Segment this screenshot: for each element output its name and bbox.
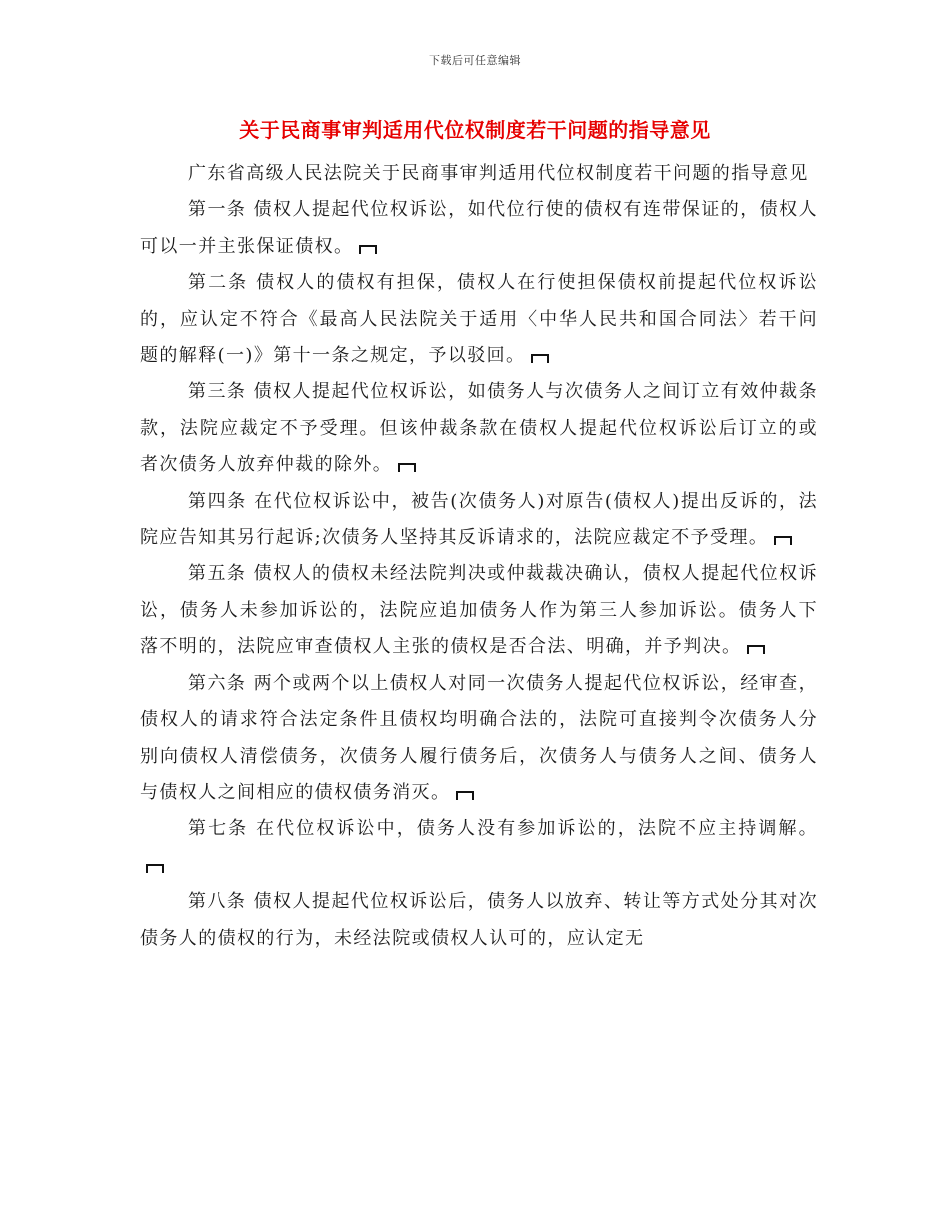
paragraph-end-mark-icon — [531, 354, 549, 363]
article-6 — [140, 666, 818, 812]
download-note: 下载后可任意编辑 — [429, 54, 521, 67]
paragraph-end-mark-icon — [747, 645, 765, 654]
article-1 — [140, 192, 818, 265]
article-1-text: 第一条 债权人提起代位权诉讼，如代位行使的债权有连带保证的，债权人可以一并主张保证债权。 — [140, 199, 818, 257]
article-8-text: 第八条 债权人提起代位权诉讼后，债务人以放弃、转让等方式处分其对次债务人的债权的行为，未经法院或债权人认可的，应认定无 — [140, 891, 818, 949]
article-6-text: 第六条 两个或两个以上债权人对同一次债务人提起代位权诉讼，经审查，债权人的请求符合法定条件且债权均明确合法的，法院可直接判令次债务人分别向债权人清偿债务，次债务人履行债务后，次债务人与债务人之间、债务人与债权人之间相应的债权债务消灭。 — [140, 672, 818, 803]
article-7-text: 第七条 在代位权诉讼中，债务人没有参加诉讼的，法院不应主持调解。 — [188, 818, 818, 840]
paragraph-end-mark-icon — [774, 536, 792, 545]
intro-text: 广东省高级人民法院关于民商事审判适用代位权制度若干问题的指导意见 — [188, 163, 809, 184]
article-3-text: 第三条 债权人提起代位权诉讼，如债务人与次债务人之间订立有效仲裁条款，法院应裁定不予受理。但该仲裁条款在债权人提起代位权诉讼后订立的或者次债务人放弃仲裁的除外。 — [140, 381, 818, 476]
article-7 — [140, 811, 818, 884]
article-5-text: 第五条 债权人的债权未经法院判决或仲裁裁决确认，债权人提起代位权诉讼，债务人未参加诉讼的，法院应追加债务人作为第三人参加诉讼。债务人下落不明的，法院应审查债权人主张的债权是否合法、明确，并予判决。 — [140, 563, 818, 658]
article-4-text: 第四条 在代位权诉讼中，被告(次债务人)对原告(债权人)提出反诉的，法院应告知其另行起诉;次债务人坚持其反诉请求的，法院应裁定不予受理。 — [140, 490, 818, 549]
document-body — [140, 156, 818, 957]
article-4 — [140, 484, 818, 557]
article-5 — [140, 556, 818, 665]
article-2 — [140, 265, 818, 374]
article-8 — [140, 884, 818, 957]
paragraph-end-mark-icon — [456, 791, 474, 800]
article-2-text: 第二条 债权人的债权有担保，债权人在行使担保债权前提起代位权诉讼的，应认定不符合《最高人民法院关于适用〈中华人民共和国合同法〉若干问题的解释(一)》第十一条之规定，予以驳回。 — [140, 272, 818, 367]
paragraph-end-mark-icon — [398, 463, 416, 472]
paragraph-end-mark-icon — [146, 864, 164, 873]
article-3 — [140, 374, 818, 483]
document-title: 关于民商事审判适用代位权制度若干问题的指导意见 — [239, 118, 711, 142]
intro-paragraph — [140, 156, 818, 192]
paragraph-end-mark-icon — [359, 245, 377, 254]
